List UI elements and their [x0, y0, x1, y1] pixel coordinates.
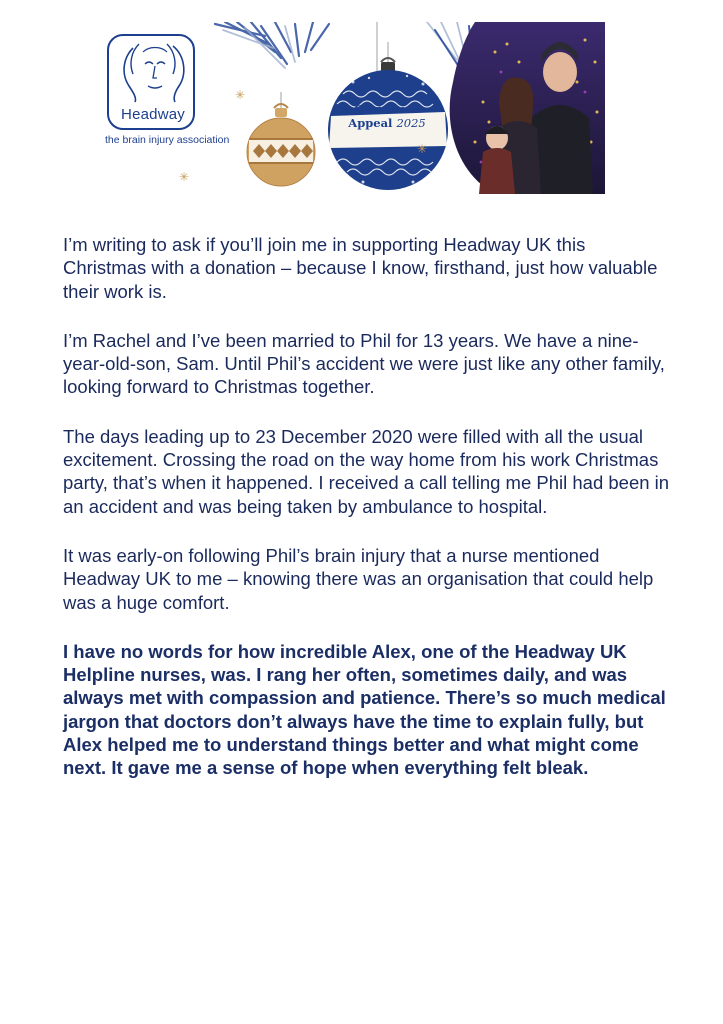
- paragraph-highlight: I have no words for how incredible Alex, one of the Headway UK Helpline nurses, was. I rang her often, sometimes daily, and was always met with compassion and patience. There’s so much medical jargon that doctors don’t always have the time to explain fully, but Alex helped me to understand things better and what might come next. It gave me a sense of hope when everything felt bleak.: [63, 640, 666, 779]
- paragraph-accident: The days leading up to 23 December 2020 were filled with all the usual excitement. Crossing the road on the way home from his work Christmas party, that’s when it happened. I received a call telling me Phil had been in an accident and was being taken by ambulance to hospital.: [63, 425, 670, 517]
- sparkle-icon: ✳: [235, 88, 246, 102]
- christmas-appeal-title: [337, 102, 437, 142]
- appeal-subtitle-line: [337, 116, 437, 130]
- christmas-appeal-banner: [105, 22, 605, 194]
- face-outline-icon: [115, 40, 193, 104]
- paragraph-intro: I’m writing to ask if you’ll join me in supporting Headway UK this Christmas with a donation – because I know, firsthand, just how valuable their work is.: [63, 234, 658, 302]
- gold-bauble-icon: [243, 92, 319, 192]
- sparkle-icon: ✳: [179, 170, 190, 184]
- paragraph-family: I’m Rachel and I’ve been married to Phil for 13 years. We have a nine-year-old-son, Sam. Until Phil’s accident we were just like any other family, looking forward to Christmas together.: [63, 329, 665, 398]
- appeal-title-line: Christmas: [354, 102, 420, 116]
- logo-wordmark: Headway: [121, 106, 185, 123]
- logo-frame: [107, 34, 195, 130]
- appeal-subtitle: Appeal: [348, 116, 393, 130]
- sparkle-icon: ✳: [417, 142, 428, 156]
- letter-body: [63, 233, 673, 806]
- appeal-year: 2025: [396, 116, 426, 130]
- logo-tagline: the brain injury association: [105, 134, 230, 146]
- paragraph-headway-mention: It was early-on following Phil’s brain injury that a nurse mentioned Headway UK to me – knowing there was an organisation that could help was a huge comfort.: [63, 544, 654, 613]
- family-photo: [435, 22, 605, 194]
